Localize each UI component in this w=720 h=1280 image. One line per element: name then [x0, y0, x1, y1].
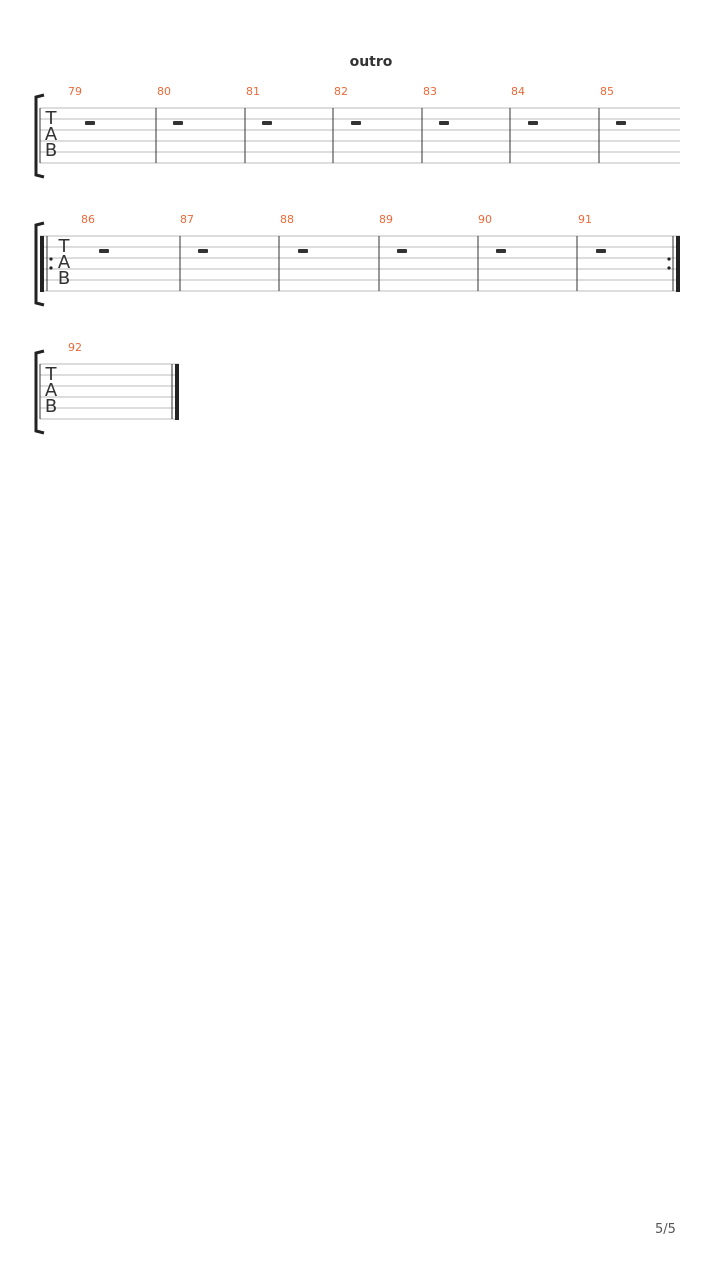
bar-number: 88 — [280, 213, 294, 226]
staff-1 — [0, 92, 720, 182]
tab-system-1 — [0, 85, 720, 182]
staff-2 — [0, 220, 720, 310]
bar-number: 82 — [334, 85, 348, 98]
bar-number: 89 — [379, 213, 393, 226]
bar-number: 87 — [180, 213, 194, 226]
bar-number: 80 — [157, 85, 171, 98]
bar-number: 90 — [478, 213, 492, 226]
tab-system-2 — [0, 213, 720, 310]
bar-number: 81 — [246, 85, 260, 98]
section-title: outro — [349, 54, 393, 70]
bar-number: 86 — [81, 213, 95, 226]
bar-number: 84 — [511, 85, 525, 98]
tab-clef: T A B — [44, 108, 58, 161]
tab-system-3 — [0, 341, 720, 438]
staff-3 — [0, 348, 720, 438]
bar-number: 91 — [578, 213, 592, 226]
tab-clef: T A B — [57, 236, 71, 289]
bar-number: 83 — [423, 85, 437, 98]
page-number: 5/5 — [655, 1222, 676, 1237]
tab-clef: T A B — [44, 364, 58, 417]
bar-number: 79 — [68, 85, 82, 98]
bar-number: 85 — [600, 85, 614, 98]
bar-number: 92 — [68, 341, 82, 354]
